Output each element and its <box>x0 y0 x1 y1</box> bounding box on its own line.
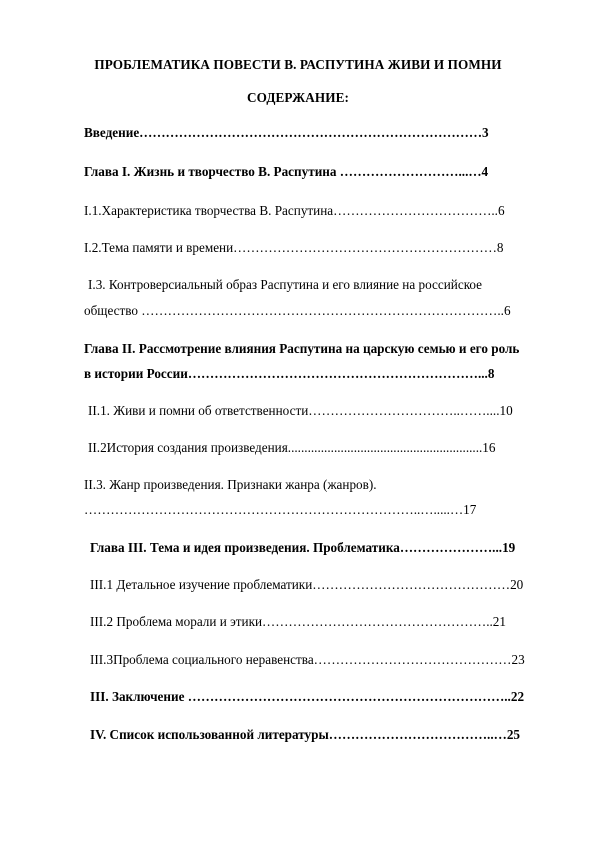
toc-entry-chapter-3: Глава III. Тема и идея произведения. Проблематика…………………...19 <box>90 540 516 555</box>
toc-entry-introduction: Введение……………………………………………………………………3 <box>84 125 489 140</box>
toc-entry-2-3-line2: …………………………………………………………………..….....…17 <box>84 502 477 517</box>
toc-entry-chapter-2-line2: в истории России…………………………………………………………...8 <box>84 366 495 381</box>
toc-entry-1-3-line1: I.3. Контроверсиальный образ Распутина и его влияние на российское <box>88 277 483 292</box>
toc-entry-conclusion: III. Заключение ………………………………………………………………..22 <box>90 689 525 704</box>
toc-entry-1-2: I.2.Тема памяти и времени……………………………………………………8 <box>84 240 504 255</box>
document-title: ПРОБЛЕМАТИКА ПОВЕСТИ В. РАСПУТИНА ЖИВИ И ПОМНИ <box>94 57 502 72</box>
toc-entry-3-1: III.1 Детальное изучение проблематики………………………………………20 <box>90 577 524 592</box>
toc-entry-3-3: III.3Проблема социального неравенства………………………………………23 <box>90 652 525 667</box>
toc-entry-3-2: III.2 Проблема морали и этики……………………………………………..21 <box>90 614 506 629</box>
toc-heading: СОДЕРЖАНИЕ: <box>247 90 349 105</box>
toc-entry-chapter-2-line1: Глава II. Рассмотрение влияния Распутина на царскую семью и его роль <box>84 341 520 356</box>
toc-entry-2-3-line1: II.3. Жанр произведения. Признаки жанра (жанров). <box>84 477 377 492</box>
toc-entry-1-3-line2: общество ………………………………………………………………………..6 <box>84 303 511 318</box>
toc-entry-2-2: II.2История создания произведения...........................................................16 <box>88 440 496 455</box>
toc-entry-1-1: I.1.Характеристика творчества В. Распутина………………………………..6 <box>84 203 505 218</box>
toc-entry-chapter-1: Глава I. Жизнь и творчество В. Распутина ………………………...…4 <box>84 164 489 179</box>
toc-entry-2-1: II.1. Живи и помни об ответственности……………………………..……....10 <box>88 403 513 418</box>
toc-entry-bibliography: IV. Список использованной литературы………………………………..…25 <box>90 727 521 742</box>
